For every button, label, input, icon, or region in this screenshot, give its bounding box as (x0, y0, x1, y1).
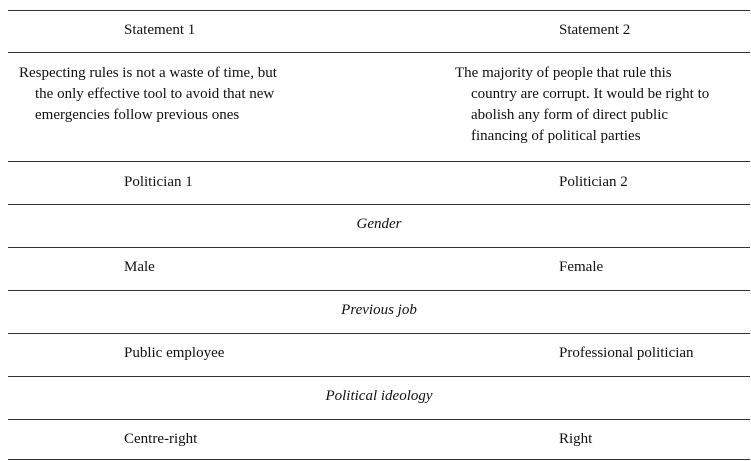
statement-body-rule (8, 161, 750, 162)
ideology-label-rule (8, 419, 750, 420)
statement-2-line: country are corrupt. It would be right to (471, 86, 710, 102)
gender-values-rule (8, 290, 750, 291)
politician-2-ideology: Right (559, 431, 593, 447)
politician-header-rule (8, 204, 750, 205)
gender-label: Gender (356, 216, 402, 232)
statement-2-line: The majority of people that rule this (455, 65, 672, 81)
statement-1-text (19, 63, 277, 126)
top-rule (8, 10, 750, 11)
statement-2-line: financing of political parties (471, 128, 641, 144)
statement-1-line: Respecting rules is not a waste of time, but (19, 65, 277, 81)
job-values-rule (8, 376, 750, 377)
statement-2-header: Statement 2 (559, 22, 631, 38)
statement-header-rule (8, 52, 750, 53)
statement-1-line: the only effective tool to avoid that new (35, 86, 275, 102)
statement-2-line: abolish any form of direct public (471, 107, 669, 123)
statement-1-header: Statement 1 (124, 22, 196, 38)
politician-1-gender: Male (124, 259, 155, 275)
politician-1-ideology: Centre-right (124, 431, 198, 447)
politician-2-previous-job: Professional politician (559, 345, 694, 361)
politician-2-header: Politician 2 (559, 174, 628, 190)
job-label-rule (8, 333, 750, 334)
gender-label-rule (8, 247, 750, 248)
politician-1-header: Politician 1 (124, 174, 193, 190)
political-ideology-label: Political ideology (325, 388, 433, 404)
politician-2-gender: Female (559, 259, 604, 275)
statement-1-line: emergencies follow previous ones (35, 107, 240, 123)
previous-job-label: Previous job (341, 302, 417, 318)
bottom-rule (8, 459, 750, 460)
statement-2-text (455, 63, 709, 147)
politician-1-previous-job: Public employee (124, 345, 225, 361)
